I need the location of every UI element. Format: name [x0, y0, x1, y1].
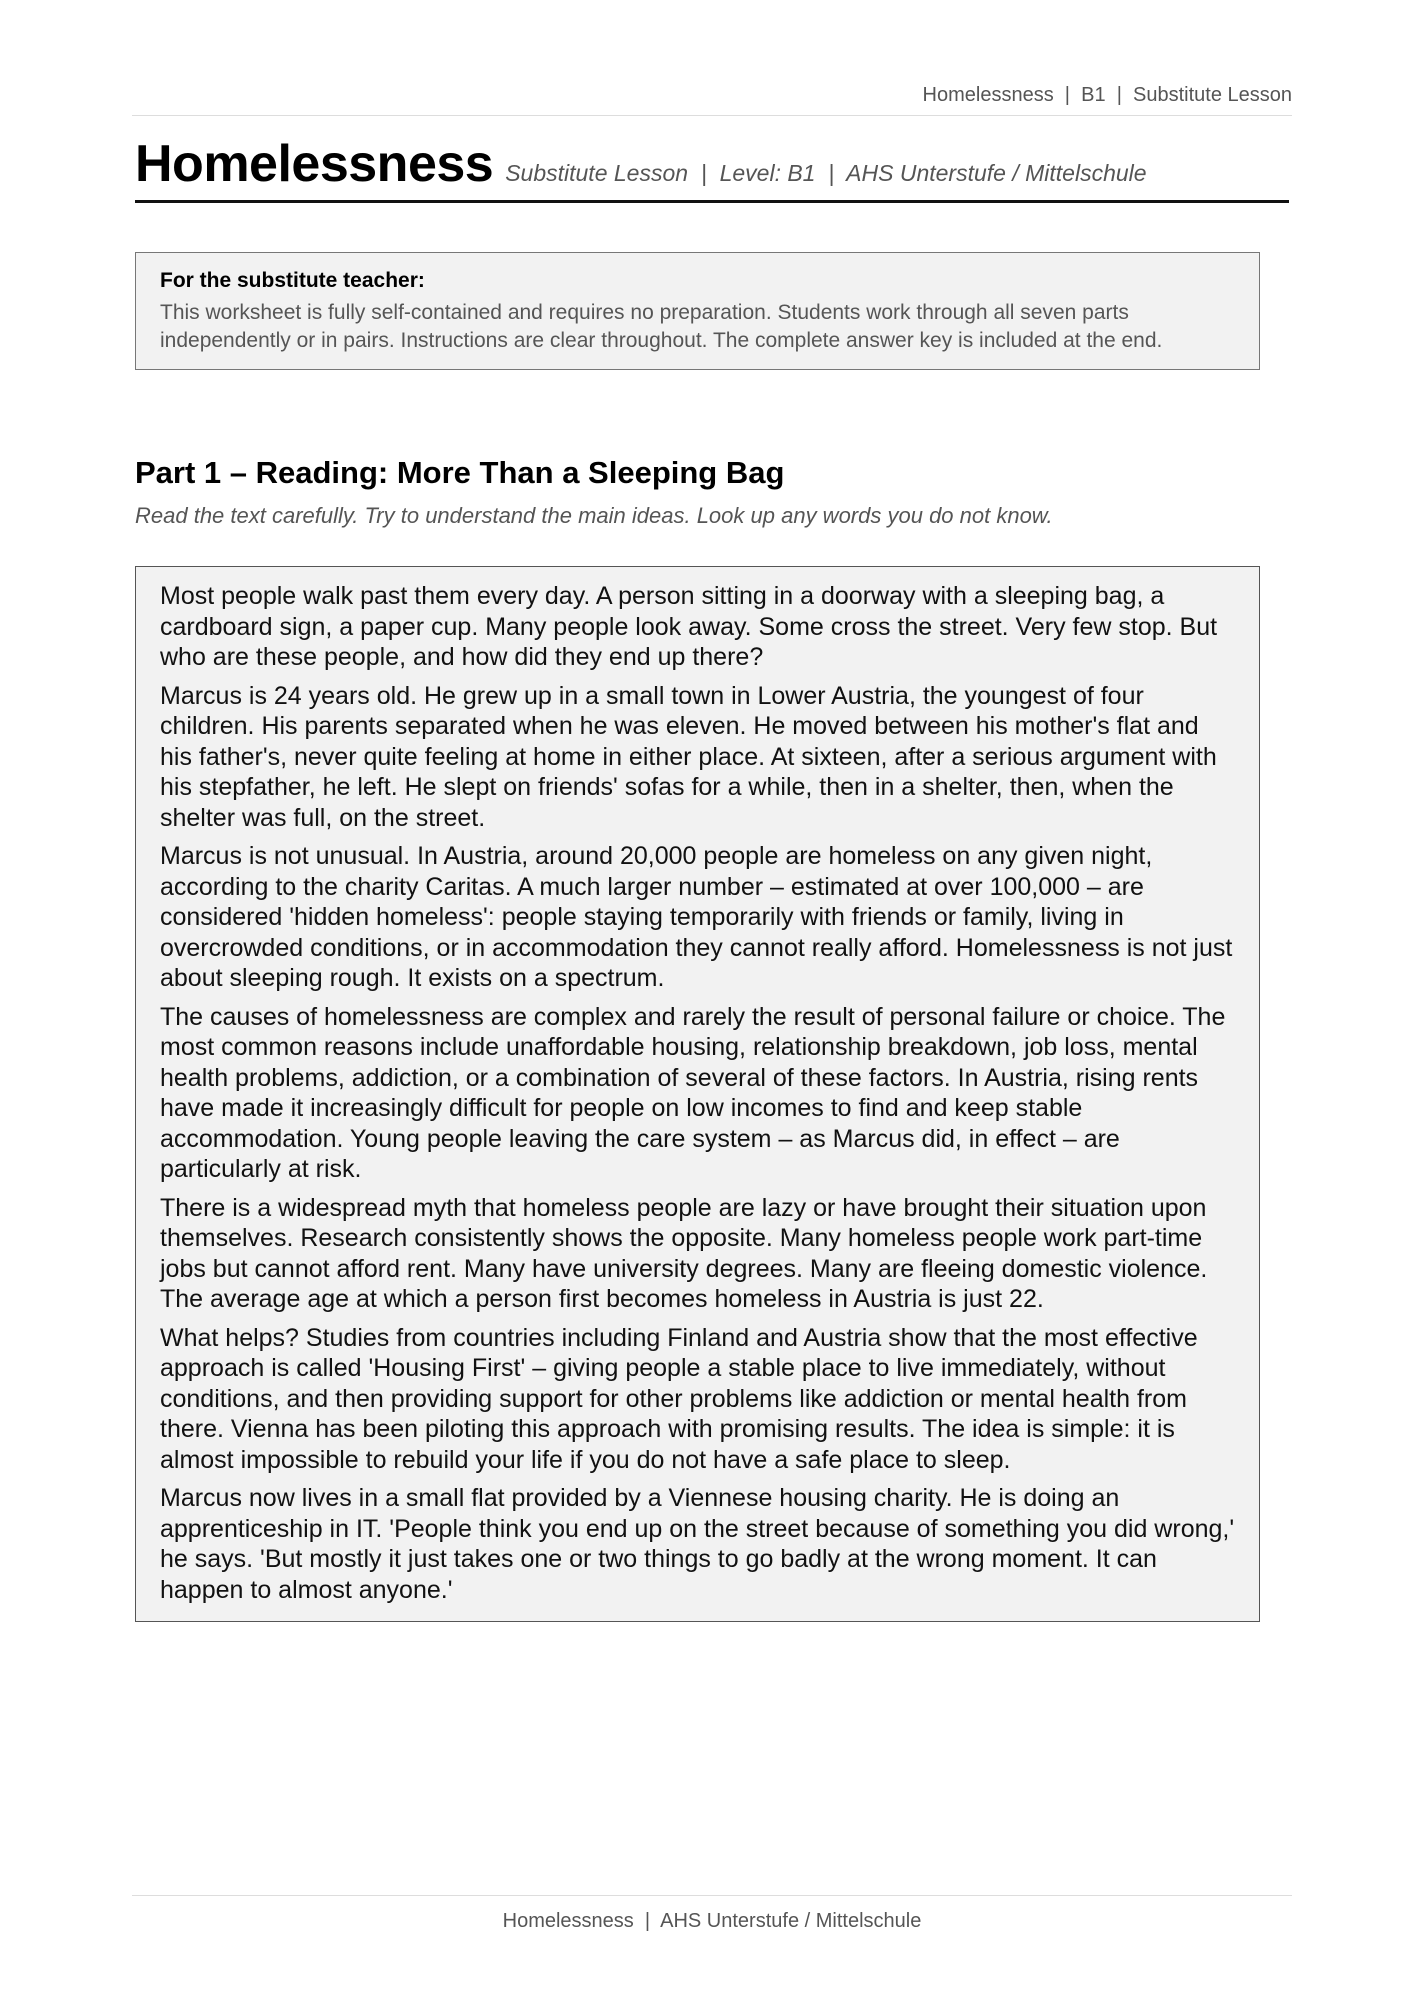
- title-row: [135, 134, 1289, 203]
- running-header: Homelessness | B1 | Substitute Lesson: [132, 84, 1292, 116]
- reading-paragraph: Most people walk past them every day. A person sitting in a doorway with a sleeping bag, a cardboard sign, a paper cup. Many people look away. Some cross the street. Very few stop. But who are these people, and how did they end up there?: [160, 582, 1218, 671]
- teacher-note-heading: For the substitute teacher:: [160, 269, 425, 292]
- teacher-note-body: This worksheet is fully self-contained and requires no preparation. Students work through all seven parts independently or in pairs. Instructions are clear throughout. The complete answer key is included at the end.: [160, 301, 1163, 352]
- running-footer: Homelessness | AHS Unterstufe / Mittelschule: [132, 1895, 1292, 1933]
- reading-paragraph: Marcus is not unusual. In Austria, around 20,000 people are homeless on any given night, according to the charity Caritas. A much larger number – estimated at over 100,000 – are considered 'hidden homeless': people staying temporarily with friends or family, living in overcrowded conditions, or in accommodation they cannot really afford. Homelessness is not just about sleeping rough. It exists on a spectrum.: [160, 842, 1233, 992]
- reading-text-box: [135, 566, 1260, 1622]
- teacher-note-box: [135, 252, 1260, 370]
- part1-instruction: Read the text carefully. Try to understand the main ideas. Look up any words you do not know.: [135, 503, 1053, 528]
- reading-paragraph: What helps? Studies from countries including Finland and Austria show that the most effective approach is called 'Housing First' – giving people a stable place to live immediately, without conditions, and then providing support for other problems like addiction or mental health from there. Vienna has been piloting this approach with promising results. The idea is simple: it is almost impossible to rebuild your life if you do not have a safe place to sleep.: [160, 1323, 1198, 1474]
- reading-paragraph: The causes of homelessness are complex and rarely the result of personal failure or choice. The most common reasons include unaffordable housing, relationship breakdown, job loss, mental health problems, addiction, or a combination of several of these factors. In Austria, rising rents have made it increasingly difficult for people on low incomes to find and keep stable accommodation. Young people leaving the care system – as Marcus did, in effect – are particularly at risk.: [160, 1002, 1226, 1183]
- page-title: Homelessness: [135, 135, 494, 193]
- reading-paragraph: Marcus is 24 years old. He grew up in a small town in Lower Austria, the youngest of four children. His parents separated when he was eleven. He moved between his mother's flat and his father's, never quite feeling at home in either place. At sixteen, after a serious argument with his stepfather, he left. He slept on friends' sofas for a while, then in a shelter, then, when the shelter was full, on the street.: [160, 681, 1217, 832]
- part1-title: Part 1 – Reading: More Than a Sleeping Bag: [135, 455, 785, 490]
- reading-paragraph: Marcus now lives in a small flat provided by a Viennese housing charity. He is doing an apprenticeship in IT. 'People think you end up on the street because of something you did wrong,' he says. 'But mostly it just takes one or two things to go badly at the wrong moment. It can happen to almost anyone.': [160, 1484, 1235, 1604]
- page-subtitle: Substitute Lesson | Level: B1 | AHS Unterstufe / Mittelschule: [505, 160, 1147, 186]
- reading-paragraph: There is a widespread myth that homeless people are lazy or have brought their situation upon themselves. Research consistently shows the opposite. Many homeless people work part-time jobs but cannot afford rent. Many have university degrees. Many are fleeing domestic violence. The average age at which a person first becomes homeless in Austria is just 22.: [160, 1193, 1208, 1313]
